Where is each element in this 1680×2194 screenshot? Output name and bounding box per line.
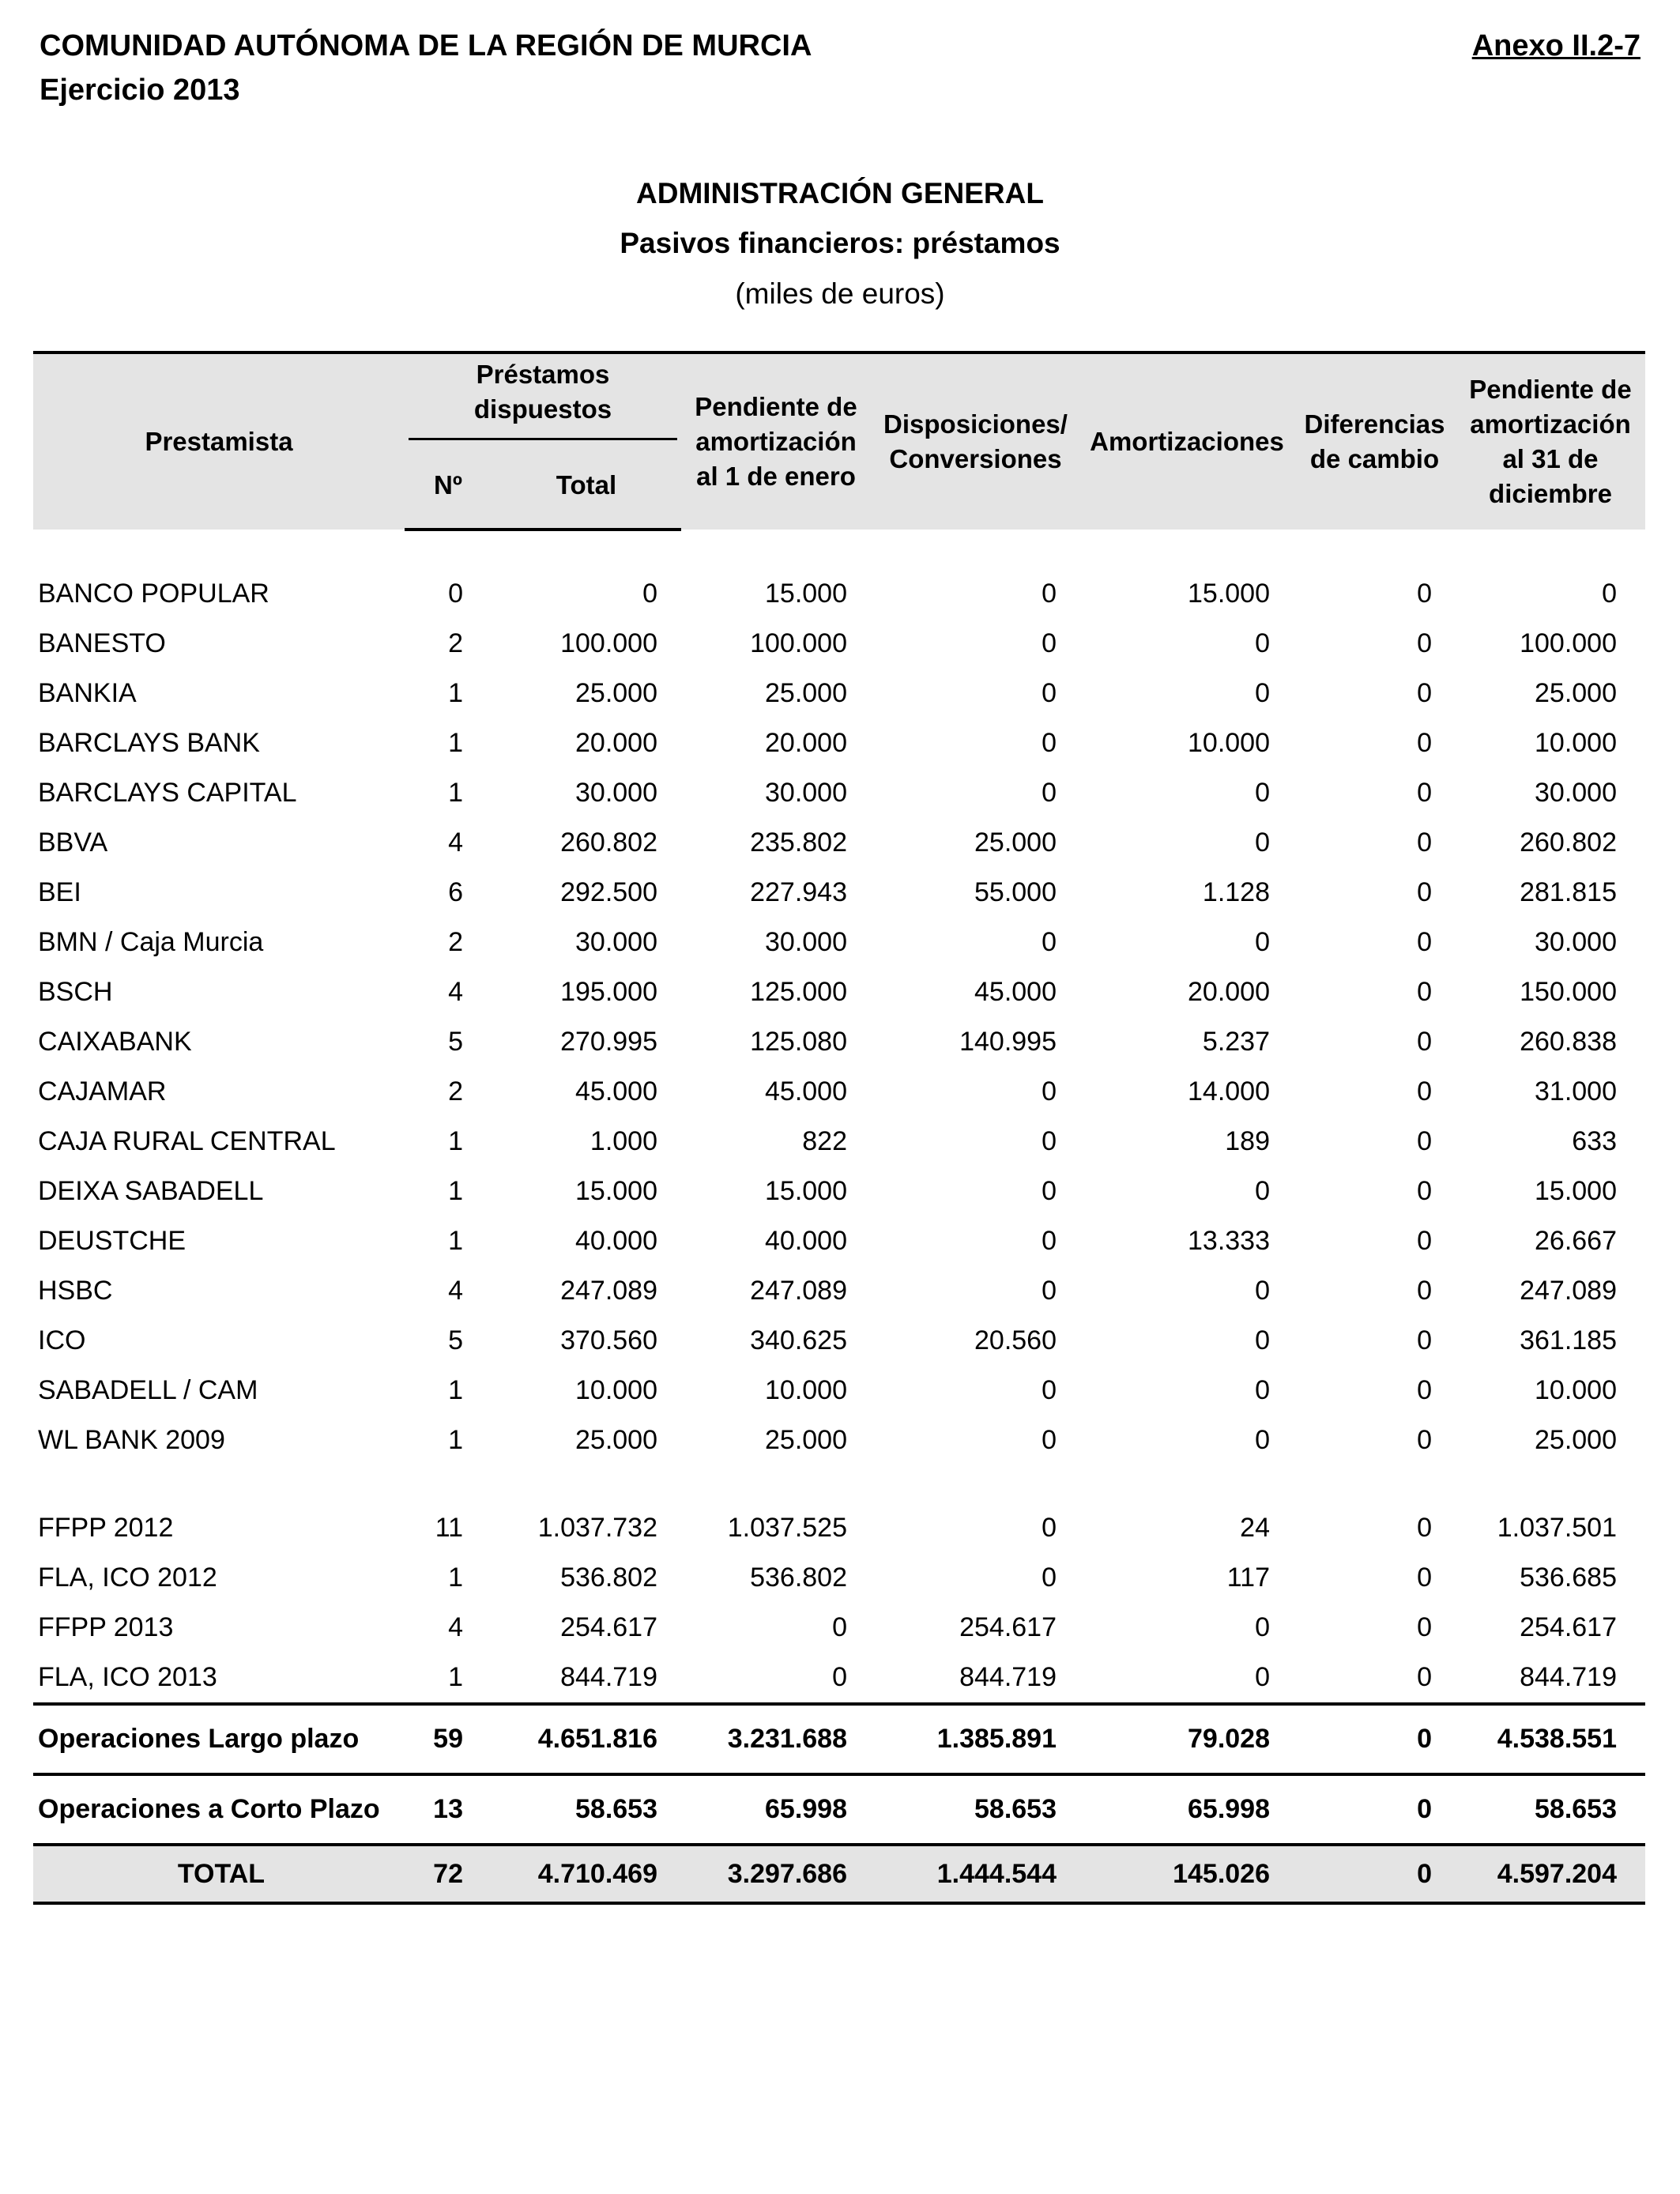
cell-amortizations: 0: [1255, 778, 1270, 808]
cell-pending-start: 536.802: [750, 1563, 847, 1593]
cell-pending-end: 0: [1602, 579, 1617, 609]
cell-lender: CAIXABANK: [38, 1027, 192, 1057]
cell-total: 4.710.469: [492, 1845, 681, 1903]
cell-amortizations: 0: [1255, 678, 1270, 708]
cell-amortizations: 13.333: [1188, 1226, 1270, 1256]
cell-pending-end: 633: [1572, 1126, 1617, 1156]
cell-amortizations: 20.000: [1188, 977, 1270, 1007]
cell-total: 1.037.732: [537, 1513, 657, 1543]
cell-pending-end: 260.838: [1520, 1027, 1617, 1057]
cell-amortizations: 189: [1225, 1126, 1270, 1156]
cell-dispositions: 0: [1042, 1513, 1057, 1543]
cell-total: 292.500: [560, 877, 657, 907]
cell-pending-end: 260.802: [1520, 827, 1617, 858]
cell-pending-start: 340.625: [750, 1325, 847, 1355]
cell-amortizations: 24: [1240, 1513, 1270, 1543]
cell-exchange: 0: [1417, 1226, 1432, 1256]
loans-table: [33, 351, 1645, 1905]
cell-pending-start: 45.000: [765, 1076, 847, 1106]
cell-exchange: 0: [1294, 1845, 1456, 1903]
cell-total: 30.000: [575, 927, 657, 957]
cell-pending-end: 25.000: [1535, 1425, 1617, 1455]
total-row: [33, 1845, 1645, 1903]
cell-pending-end: 150.000: [1520, 977, 1617, 1007]
cell-number: 1: [448, 1425, 463, 1455]
cell-amortizations: 0: [1255, 1276, 1270, 1306]
cell-dispositions: 0: [1042, 1176, 1057, 1206]
cell-pending-start: 20.000: [765, 728, 847, 758]
cell-number: 2: [448, 927, 463, 957]
table-row: [33, 967, 1645, 1017]
cell-lender: BARCLAYS BANK: [38, 728, 260, 758]
cell-lender: FFPP 2012: [38, 1513, 174, 1543]
cell-pending-start: 65.998: [681, 1774, 871, 1845]
col-header-lender: Prestamista: [33, 352, 405, 530]
cell-pending-end: 25.000: [1535, 678, 1617, 708]
cell-total: 270.995: [560, 1027, 657, 1057]
cell-number: 1: [448, 1375, 463, 1405]
col-header-exchange: Diferencias de cambio: [1294, 352, 1456, 530]
cell-number: 4: [448, 1276, 463, 1306]
cell-amortizations: 1.128: [1202, 877, 1270, 907]
cell-pending-end: 31.000: [1535, 1076, 1617, 1106]
cell-pending-end: 15.000: [1535, 1176, 1617, 1206]
cell-lender: BANESTO: [38, 628, 166, 658]
cell-number: 11: [435, 1513, 463, 1543]
cell-pending-start: 822: [802, 1126, 847, 1156]
cell-pending-end: 247.089: [1520, 1276, 1617, 1306]
cell-pending-start: 247.089: [750, 1276, 847, 1306]
cell-amortizations: 0: [1255, 1375, 1270, 1405]
cell-lender: BEI: [38, 877, 81, 907]
cell-amortizations: 0: [1255, 927, 1270, 957]
cell-exchange: 0: [1417, 1662, 1432, 1692]
cell-amortizations: 0: [1255, 1612, 1270, 1642]
cell-pending-start: 40.000: [765, 1226, 847, 1256]
cell-total: 0: [642, 579, 657, 609]
cell-exchange: 0: [1417, 827, 1432, 858]
cell-lender: BBVA: [38, 827, 108, 858]
cell-exchange: 0: [1417, 927, 1432, 957]
cell-exchange: 0: [1417, 1126, 1432, 1156]
spacer-cell: [33, 1465, 1645, 1503]
cell-dispositions: 0: [1042, 728, 1057, 758]
cell-total: 844.719: [560, 1662, 657, 1692]
cell-pending-end: 254.617: [1520, 1612, 1617, 1642]
cell-lender: BMN / Caja Murcia: [38, 927, 264, 957]
cell-exchange: 0: [1417, 1375, 1432, 1405]
cell-pending-end: 361.185: [1520, 1325, 1617, 1355]
cell-lender: WL BANK 2009: [38, 1425, 225, 1455]
cell-pending-start: 125.080: [750, 1027, 847, 1057]
cell-number: 1: [448, 778, 463, 808]
cell-number: 2: [448, 628, 463, 658]
cell-number: 4: [448, 1612, 463, 1642]
cell-dispositions: 0: [1042, 1126, 1057, 1156]
cell-number: 4: [448, 977, 463, 1007]
cell-lender: SABADELL / CAM: [38, 1375, 258, 1405]
cell-lender: CAJA RURAL CENTRAL: [38, 1126, 336, 1156]
cell-lender: BSCH: [38, 977, 113, 1007]
cell-dispositions: 20.560: [974, 1325, 1057, 1355]
cell-total: 536.802: [560, 1563, 657, 1593]
short-term-row: [33, 1774, 1645, 1845]
cell-pending-start: 10.000: [765, 1375, 847, 1405]
cell-lender: Operaciones Largo plazo: [33, 1704, 405, 1774]
cell-total: 45.000: [575, 1076, 657, 1106]
cell-exchange: 0: [1294, 1704, 1456, 1774]
cell-amortizations: 0: [1255, 1662, 1270, 1692]
cell-dispositions: 0: [1042, 1226, 1057, 1256]
spacer-cell: [33, 530, 1645, 569]
cell-number: 13: [405, 1774, 492, 1845]
cell-total: 195.000: [560, 977, 657, 1007]
table-row: [33, 768, 1645, 818]
cell-lender: BANKIA: [38, 678, 137, 708]
cell-dispositions: 58.653: [871, 1774, 1080, 1845]
cell-dispositions: 0: [1042, 628, 1057, 658]
cell-total: 20.000: [575, 728, 657, 758]
cell-pending-end: 26.667: [1535, 1226, 1617, 1256]
cell-total: 15.000: [575, 1176, 657, 1206]
cell-number: 1: [448, 1176, 463, 1206]
cell-exchange: 0: [1417, 628, 1432, 658]
cell-amortizations: 5.237: [1202, 1027, 1270, 1057]
table-row: [33, 1653, 1645, 1704]
page-title: ADMINISTRACIÓN GENERAL: [636, 177, 1044, 209]
cell-dispositions: 254.617: [959, 1612, 1057, 1642]
cell-exchange: 0: [1417, 1425, 1432, 1455]
cell-number: 0: [448, 579, 463, 609]
cell-lender: BANCO POPULAR: [38, 579, 269, 609]
col-header-pending-start: Pendiente de amortización al 1 de enero: [681, 352, 871, 530]
cell-number: 1: [448, 728, 463, 758]
table-row: [33, 1503, 1645, 1553]
cell-total: 247.089: [560, 1276, 657, 1306]
table-row: [33, 1067, 1645, 1117]
table-row: [33, 1553, 1645, 1603]
cell-pending-start: 15.000: [765, 579, 847, 609]
cell-total: 25.000: [575, 1425, 657, 1455]
table-row: [33, 1117, 1645, 1167]
col-header-total: Total: [492, 443, 681, 530]
cell-exchange: 0: [1417, 579, 1432, 609]
cell-number: 2: [448, 1076, 463, 1106]
cell-amortizations: 0: [1255, 1325, 1270, 1355]
document-header: [40, 24, 812, 112]
cell-exchange: 0: [1417, 678, 1432, 708]
cell-amortizations: 15.000: [1188, 579, 1270, 609]
cell-exchange: 0: [1417, 728, 1432, 758]
cell-pending-start: 3.297.686: [681, 1845, 871, 1903]
cell-exchange: 0: [1417, 1612, 1432, 1642]
cell-number: 6: [448, 877, 463, 907]
table-row: [33, 1017, 1645, 1067]
cell-total: 10.000: [575, 1375, 657, 1405]
cell-dispositions: 0: [1042, 1563, 1057, 1593]
cell-number: 1: [448, 1662, 463, 1692]
cell-pending-end: 30.000: [1535, 778, 1617, 808]
col-header-number: Nº: [405, 443, 492, 530]
cell-exchange: 0: [1294, 1774, 1456, 1845]
cell-pending-end: 1.037.501: [1497, 1513, 1617, 1543]
cell-total: 254.617: [560, 1612, 657, 1642]
cell-dispositions: 1.385.891: [871, 1704, 1080, 1774]
cell-pending-start: 0: [832, 1612, 847, 1642]
cell-lender: CAJAMAR: [38, 1076, 167, 1106]
cell-exchange: 0: [1417, 1027, 1432, 1057]
cell-pending-end: 30.000: [1535, 927, 1617, 957]
cell-number: 1: [448, 678, 463, 708]
cell-pending-start: 25.000: [765, 678, 847, 708]
table-row: [33, 1167, 1645, 1216]
cell-pending-start: 125.000: [750, 977, 847, 1007]
table-row: [33, 1366, 1645, 1416]
cell-pending-start: 30.000: [765, 927, 847, 957]
table-row: [33, 1416, 1645, 1465]
cell-total: 25.000: [575, 678, 657, 708]
cell-lender: DEIXA SABADELL: [38, 1176, 264, 1206]
cell-number: 1: [448, 1563, 463, 1593]
cell-exchange: 0: [1417, 1325, 1432, 1355]
annex-reference: Anexo II.2-7: [1471, 29, 1640, 62]
col-header-amortizations: Amortizaciones: [1080, 352, 1294, 530]
cell-lender: DEUSTCHE: [38, 1226, 186, 1256]
page-subtitle: Pasivos financieros: préstamos: [620, 227, 1060, 259]
cell-total: 30.000: [575, 778, 657, 808]
exercise-year: Ejercicio 2013: [40, 74, 240, 107]
cell-pending-start: 3.231.688: [681, 1704, 871, 1774]
cell-dispositions: 0: [1042, 927, 1057, 957]
units-note: (miles de euros): [735, 277, 945, 310]
cell-pending-end: 536.685: [1520, 1563, 1617, 1593]
cell-dispositions: 45.000: [974, 977, 1057, 1007]
cell-dispositions: 0: [1042, 1276, 1057, 1306]
cell-total: 4.651.816: [492, 1704, 681, 1774]
table-row: [33, 619, 1645, 669]
cell-amortizations: 0: [1255, 1425, 1270, 1455]
cell-number: 5: [448, 1027, 463, 1057]
spacer-row: [33, 530, 1645, 569]
table-row: [33, 669, 1645, 718]
header-row-top: [33, 352, 1645, 443]
cell-exchange: 0: [1417, 877, 1432, 907]
cell-exchange: 0: [1417, 1276, 1432, 1306]
organization-name: COMUNIDAD AUTÓNOMA DE LA REGIÓN DE MURCIA: [40, 29, 812, 62]
cell-pending-start: 25.000: [765, 1425, 847, 1455]
cell-pending-end: 281.815: [1520, 877, 1617, 907]
cell-exchange: 0: [1417, 778, 1432, 808]
cell-lender: FLA, ICO 2013: [38, 1662, 217, 1692]
cell-total: 370.560: [560, 1325, 657, 1355]
cell-exchange: 0: [1417, 1513, 1432, 1543]
cell-dispositions: 844.719: [959, 1662, 1057, 1692]
cell-dispositions: 1.444.544: [871, 1845, 1080, 1903]
cell-dispositions: 25.000: [974, 827, 1057, 858]
cell-total: 100.000: [560, 628, 657, 658]
cell-amortizations: 0: [1255, 1176, 1270, 1206]
cell-pending-end: 4.538.551: [1456, 1704, 1645, 1774]
cell-amortizations: 14.000: [1188, 1076, 1270, 1106]
cell-amortizations: 65.998: [1080, 1774, 1294, 1845]
cell-number: 1: [448, 1126, 463, 1156]
table-row: [33, 1216, 1645, 1266]
cell-pending-end: 10.000: [1535, 728, 1617, 758]
cell-number: 1: [448, 1226, 463, 1256]
table-row: [33, 818, 1645, 868]
cell-lender: BARCLAYS CAPITAL: [38, 778, 297, 808]
cell-pending-start: 1.037.525: [727, 1513, 847, 1543]
table-row: [33, 868, 1645, 918]
cell-amortizations: 10.000: [1188, 728, 1270, 758]
cell-exchange: 0: [1417, 1076, 1432, 1106]
spacer-row: [33, 1465, 1645, 1503]
cell-lender: FFPP 2013: [38, 1612, 174, 1642]
col-header-group-label: Préstamos dispuestos: [409, 357, 677, 440]
cell-amortizations: 117: [1226, 1563, 1270, 1593]
col-header-pending-end: Pendiente de amortización al 31 de diciembre: [1456, 352, 1645, 530]
cell-number: 59: [405, 1704, 492, 1774]
cell-exchange: 0: [1417, 1563, 1432, 1593]
cell-pending-end: 10.000: [1535, 1375, 1617, 1405]
cell-lender: TOTAL: [33, 1845, 405, 1903]
table-row: [33, 569, 1645, 619]
cell-dispositions: 0: [1042, 678, 1057, 708]
cell-dispositions: 0: [1042, 579, 1057, 609]
cell-total: 58.653: [492, 1774, 681, 1845]
cell-lender: ICO: [38, 1325, 86, 1355]
cell-total: 260.802: [560, 827, 657, 858]
cell-exchange: 0: [1417, 1176, 1432, 1206]
col-header-group: [405, 352, 681, 443]
table-row: [33, 718, 1645, 768]
cell-pending-start: 0: [832, 1662, 847, 1692]
table-row: [33, 1316, 1645, 1366]
cell-dispositions: 0: [1042, 1425, 1057, 1455]
cell-exchange: 0: [1417, 977, 1432, 1007]
cell-number: 5: [448, 1325, 463, 1355]
cell-amortizations: 0: [1255, 827, 1270, 858]
table-body: [33, 530, 1645, 1903]
cell-pending-end: 100.000: [1520, 628, 1617, 658]
cell-pending-start: 30.000: [765, 778, 847, 808]
cell-pending-end: 4.597.204: [1456, 1845, 1645, 1903]
cell-pending-end: 844.719: [1520, 1662, 1617, 1692]
cell-amortizations: 0: [1255, 628, 1270, 658]
cell-dispositions: 140.995: [959, 1027, 1057, 1057]
cell-pending-start: 235.802: [750, 827, 847, 858]
cell-pending-start: 100.000: [750, 628, 847, 658]
cell-number: 72: [405, 1845, 492, 1903]
cell-lender: FLA, ICO 2012: [38, 1563, 217, 1593]
cell-lender: HSBC: [38, 1276, 113, 1306]
cell-dispositions: 0: [1042, 1076, 1057, 1106]
table-row: [33, 918, 1645, 967]
cell-pending-start: 15.000: [765, 1176, 847, 1206]
title-block: [0, 170, 1680, 319]
cell-dispositions: 0: [1042, 1375, 1057, 1405]
cell-dispositions: 0: [1042, 778, 1057, 808]
cell-pending-start: 227.943: [750, 877, 847, 907]
table-row: [33, 1266, 1645, 1316]
cell-amortizations: 145.026: [1080, 1845, 1294, 1903]
long-term-row: [33, 1704, 1645, 1774]
cell-amortizations: 79.028: [1080, 1704, 1294, 1774]
cell-total: 40.000: [575, 1226, 657, 1256]
cell-total: 1.000: [590, 1126, 657, 1156]
cell-lender: Operaciones a Corto Plazo: [33, 1774, 405, 1845]
cell-pending-end: 58.653: [1456, 1774, 1645, 1845]
table-row: [33, 1603, 1645, 1653]
cell-number: 4: [448, 827, 463, 858]
cell-dispositions: 55.000: [974, 877, 1057, 907]
col-header-dispositions: Disposiciones/ Conversiones: [871, 352, 1080, 530]
